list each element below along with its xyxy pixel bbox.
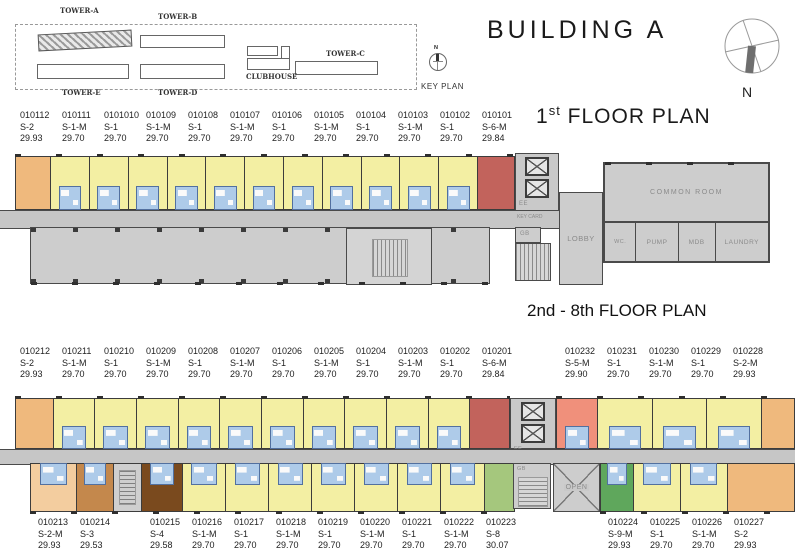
unit-block [30, 463, 77, 512]
unit-type: S-1 [188, 357, 203, 368]
floor2-top-right-labels [565, 346, 775, 381]
unit-id: 010112 [20, 110, 50, 120]
unit-id: 010222 [444, 517, 475, 527]
key-plan-caption: KEY PLAN [421, 82, 464, 91]
unit-type: S-1 [272, 121, 287, 132]
unit-area: 29.70 [272, 369, 295, 379]
unit-type: S-1 [356, 357, 371, 368]
floor2-bottom-row-right [600, 463, 795, 512]
unit-type: S-1-M [398, 121, 423, 132]
unit-block [361, 156, 401, 210]
unit-id: 010101 [482, 110, 513, 120]
unit-id: 010206 [272, 346, 303, 356]
unit-area: 29.70 [440, 369, 463, 379]
unit-area: 29.70 [440, 133, 463, 143]
unit-area: 29.70 [356, 369, 379, 379]
unit-label [230, 110, 272, 145]
unit-block [128, 156, 168, 210]
stairs-icon [518, 477, 548, 507]
unit-id: 010229 [691, 346, 722, 356]
elevator-icon [521, 402, 545, 421]
unit-id: 010219 [318, 517, 349, 527]
key-plan-north-label: N [434, 45, 438, 51]
unit-label [482, 346, 524, 381]
unit-area: 29.70 [104, 369, 127, 379]
clubhouse-shape [247, 46, 278, 56]
unit-block [477, 156, 515, 210]
unit-type: S-1 [272, 357, 287, 368]
unit-block [727, 463, 795, 512]
floor2-top-left-labels [20, 346, 524, 381]
unit-type: S-1-M [230, 121, 255, 132]
unit-id: 010207 [230, 346, 261, 356]
floor2-elevator-core [510, 398, 556, 449]
clubhouse-shape [247, 58, 290, 70]
unit-area: 29.84 [482, 369, 505, 379]
unit-area: 29.70 [272, 133, 295, 143]
unit-block [344, 398, 387, 449]
unit-block [89, 156, 129, 210]
unit-label [318, 517, 360, 552]
unit-id: 010214 [80, 517, 111, 527]
gb-label: GB [517, 466, 526, 472]
unit-block [386, 398, 429, 449]
unit-area: 29.58 [150, 540, 173, 550]
unit-label [80, 517, 122, 552]
unit-type: S-1 [402, 528, 417, 539]
unit-block [244, 156, 284, 210]
tower-e-shape [37, 64, 129, 79]
tower-e-label: TOWER-E [62, 88, 101, 97]
unit-block [600, 463, 634, 512]
unit-id: 010220 [360, 517, 391, 527]
unit-type: S-1 [650, 528, 665, 539]
unit-type: S-2 [20, 357, 35, 368]
unit-label [62, 110, 104, 145]
unit-area: 29.70 [314, 133, 337, 143]
unit-label [691, 346, 733, 381]
unit-type: S-1-M [62, 357, 87, 368]
floor1-title: 1st FLOOR PLAN [536, 103, 711, 128]
mdb-room [678, 223, 715, 261]
unit-area: 29.93 [733, 369, 756, 379]
unit-type: S-2 [734, 528, 749, 539]
unit-block [484, 463, 515, 512]
unit-type: S-1 [356, 121, 371, 132]
unit-label [20, 110, 62, 145]
floor2-bottom-left-labels [38, 517, 122, 552]
unit-block [15, 156, 51, 210]
floor2-open-area [553, 463, 600, 512]
tower-d-label: TOWER-D [158, 88, 198, 97]
floor1-lower-deck [30, 227, 490, 284]
unit-type: S-1 [440, 121, 455, 132]
unit-area: 29.84 [482, 133, 505, 143]
unit-type: S-1 [607, 357, 622, 368]
unit-area: 29.93 [734, 540, 757, 550]
unit-label [398, 110, 440, 145]
wc-room [605, 223, 635, 261]
unit-block [354, 463, 398, 512]
common-room-label: COMMON ROOM [650, 189, 723, 196]
unit-label [734, 517, 776, 552]
unit-block [219, 398, 262, 449]
unit-label [649, 346, 691, 381]
unit-label [650, 517, 692, 552]
unit-area: 29.90 [565, 369, 588, 379]
unit-type: S-3 [80, 528, 95, 539]
unit-id: 010205 [314, 346, 345, 356]
unit-label [272, 346, 314, 381]
unit-area: 29.70 [691, 369, 714, 379]
unit-block [261, 398, 304, 449]
unit-area: 29.53 [80, 540, 103, 550]
tower-b-shape [140, 35, 225, 48]
unit-label [356, 110, 398, 145]
unit-area: 29.70 [398, 369, 421, 379]
unit-area: 29.70 [234, 540, 257, 550]
unit-area: 29.70 [230, 133, 253, 143]
floor1-common-room [603, 162, 770, 223]
unit-label [62, 346, 104, 381]
laundry-label: LAUNDRY [724, 238, 759, 246]
unit-type: S-2-M [733, 357, 758, 368]
tower-c-label: TOWER-C [326, 49, 365, 58]
unit-id: 010226 [692, 517, 723, 527]
unit-area: 29.70 [146, 133, 169, 143]
unit-type: S-1 [691, 357, 706, 368]
unit-block [113, 463, 142, 512]
unit-area: 29.70 [188, 133, 211, 143]
unit-type: S-5-M [565, 357, 590, 368]
key-plan-compass-icon [429, 53, 447, 71]
unit-block [761, 398, 795, 449]
unit-area: 29.93 [20, 369, 43, 379]
open-label: OPEN [565, 484, 588, 491]
floor2-bottom-right-labels [608, 517, 776, 552]
unit-type: S-1 [318, 528, 333, 539]
unit-block [268, 463, 312, 512]
unit-type: S-4 [150, 528, 165, 539]
floor1-lobby [559, 192, 603, 285]
unit-type: S-1-M [146, 357, 171, 368]
unit-id: 010202 [440, 346, 471, 356]
unit-label [692, 517, 734, 552]
floor1-service-rooms [603, 223, 770, 263]
unit-label [146, 346, 188, 381]
unit-type: S-2 [20, 121, 35, 132]
unit-area: 29.93 [38, 540, 61, 550]
unit-id: 010203 [398, 346, 429, 356]
unit-area: 29.70 [444, 540, 467, 550]
unit-area: 29.70 [104, 133, 127, 143]
unit-label [444, 517, 486, 552]
unit-type: S-1-M [692, 528, 717, 539]
unit-block [76, 463, 114, 512]
building-title: BUILDING A [487, 16, 668, 44]
unit-area: 29.70 [314, 369, 337, 379]
unit-id: 010108 [188, 110, 219, 120]
unit-block [556, 398, 598, 449]
unit-area: 29.70 [192, 540, 215, 550]
unit-id: 010218 [276, 517, 307, 527]
floor2-top-row-right [556, 398, 795, 449]
unit-id: 010102 [440, 110, 471, 120]
unit-id: 010208 [188, 346, 219, 356]
unit-area: 29.70 [188, 369, 211, 379]
unit-type: S-1-M [62, 121, 87, 132]
elevator-label: EE [519, 201, 529, 207]
unit-label [607, 346, 649, 381]
tower-c-shape [295, 61, 378, 75]
unit-label [356, 346, 398, 381]
unit-id: 010212 [20, 346, 51, 356]
unit-block [428, 398, 471, 449]
unit-block [182, 463, 226, 512]
unit-label [314, 346, 356, 381]
unit-id: 010225 [650, 517, 681, 527]
unit-block [136, 398, 179, 449]
unit-block [178, 398, 221, 449]
unit-id: 010103 [398, 110, 429, 120]
unit-type: S-1-M [192, 528, 217, 539]
unit-block [53, 398, 96, 449]
unit-id: 010216 [192, 517, 223, 527]
unit-label [360, 517, 402, 552]
unit-id: 010211 [62, 346, 92, 356]
floor1-stair-enclosure [346, 228, 432, 285]
unit-label [20, 346, 62, 381]
unit-area: 29.70 [146, 369, 169, 379]
unit-block [633, 463, 681, 512]
unit-type: S-1-M [314, 121, 339, 132]
unit-id: 010213 [38, 517, 69, 527]
unit-label [104, 110, 146, 145]
unit-label [482, 110, 524, 145]
tower-b-label: TOWER-B [158, 12, 198, 21]
unit-type: S-2-M [38, 528, 63, 539]
unit-area: 29.70 [230, 369, 253, 379]
unit-block [469, 398, 510, 449]
unit-area: 29.70 [62, 369, 85, 379]
north-label: N [742, 84, 753, 100]
unit-area: 29.70 [607, 369, 630, 379]
unit-area: 29.93 [608, 540, 631, 550]
unit-block [440, 463, 484, 512]
unit-area: 29.93 [20, 133, 43, 143]
unit-block [311, 463, 355, 512]
unit-id: 010223 [486, 517, 517, 527]
unit-id: 010228 [733, 346, 764, 356]
unit-label [192, 517, 234, 552]
unit-block [94, 398, 137, 449]
unit-block [283, 156, 323, 210]
unit-label [486, 517, 528, 552]
unit-label [440, 346, 482, 381]
unit-id: 010227 [734, 517, 765, 527]
unit-id: 010204 [356, 346, 387, 356]
unit-label [440, 110, 482, 145]
unit-block [706, 398, 762, 449]
unit-id: 010107 [230, 110, 261, 120]
floor1-elevator-core [515, 153, 559, 211]
unit-label [608, 517, 650, 552]
unit-id: 010105 [314, 110, 345, 120]
unit-id: 010232 [565, 346, 596, 356]
unit-id: 010210 [104, 346, 135, 356]
unit-id: 0101010 [104, 110, 140, 120]
unit-area: 29.70 [360, 540, 383, 550]
unit-id: 010201 [482, 346, 513, 356]
unit-label [146, 110, 188, 145]
stairs-icon [372, 239, 408, 277]
unit-area: 29.70 [398, 133, 421, 143]
unit-label [234, 517, 276, 552]
unit-type: S-1 [104, 121, 119, 132]
unit-label [150, 517, 192, 552]
floor1-gb-room [515, 227, 541, 243]
unit-type: S-9-M [608, 528, 633, 539]
unit-block [205, 156, 245, 210]
unit-type: S-6-M [482, 121, 507, 132]
unit-block [303, 398, 346, 449]
unit-id: 010106 [272, 110, 303, 120]
floor1-unit-row [15, 156, 515, 210]
unit-id: 010230 [649, 346, 680, 356]
unit-type: S-6-M [482, 357, 507, 368]
pump-label: PUMP [646, 238, 668, 246]
laundry-room [715, 223, 768, 261]
unit-area: 29.70 [402, 540, 425, 550]
pump-room [635, 223, 677, 261]
unit-block [167, 156, 207, 210]
unit-label [188, 110, 230, 145]
unit-block [399, 156, 439, 210]
elevator-icon [525, 157, 549, 176]
unit-area: 29.70 [692, 540, 715, 550]
unit-label [230, 346, 272, 381]
north-compass-icon [716, 12, 788, 84]
unit-block [15, 398, 54, 449]
unit-id: 010109 [146, 110, 177, 120]
unit-label [733, 346, 775, 381]
floor2-bottom-row-left [30, 463, 515, 512]
unit-block [652, 398, 708, 449]
floor2-title: 2nd - 8th FLOOR PLAN [527, 301, 707, 320]
unit-type: S-1-M [230, 357, 255, 368]
floor2-top-row-left [15, 398, 510, 449]
unit-id: 010209 [146, 346, 177, 356]
unit-block [438, 156, 478, 210]
unit-type: S-1 [104, 357, 119, 368]
unit-label [188, 346, 230, 381]
unit-area: 29.70 [356, 133, 379, 143]
unit-area: 29.70 [62, 133, 85, 143]
unit-label [398, 346, 440, 381]
keycard-label: KEY CARD [517, 214, 543, 220]
unit-block [50, 156, 90, 210]
tower-a-label: TOWER-A [60, 6, 99, 15]
unit-type: S-1-M [314, 357, 339, 368]
unit-area: 30.07 [486, 540, 509, 550]
floor1-unit-labels [20, 110, 524, 145]
unit-type: S-1 [188, 121, 203, 132]
unit-type: S-1 [440, 357, 455, 368]
unit-type: S-8 [486, 528, 501, 539]
unit-block [597, 398, 653, 449]
unit-label [276, 517, 318, 552]
unit-area: 29.70 [649, 369, 672, 379]
unit-id: 010231 [607, 346, 638, 356]
unit-block [397, 463, 441, 512]
unit-type: S-1-M [398, 357, 423, 368]
unit-label [104, 346, 146, 381]
unit-area: 29.70 [650, 540, 673, 550]
unit-id: 010224 [608, 517, 639, 527]
unit-type: S-1-M [360, 528, 385, 539]
lobby-label: LOBBY [567, 234, 595, 243]
unit-label [38, 517, 80, 552]
unit-id: 010104 [356, 110, 387, 120]
unit-area: 29.70 [276, 540, 299, 550]
unit-label [272, 110, 314, 145]
unit-area: 29.70 [318, 540, 341, 550]
elevator-icon [521, 424, 545, 443]
unit-block [680, 463, 728, 512]
unit-type: S-1 [234, 528, 249, 539]
unit-type: S-1-M [649, 357, 674, 368]
wc-label: WC. [614, 239, 627, 245]
unit-label [314, 110, 356, 145]
tower-d-shape [140, 64, 225, 79]
unit-type: S-1-M [444, 528, 469, 539]
unit-label [402, 517, 444, 552]
unit-block [322, 156, 362, 210]
unit-id: 010111 [62, 110, 91, 120]
unit-block [225, 463, 269, 512]
unit-type: S-1-M [146, 121, 171, 132]
unit-id: 010215 [150, 517, 181, 527]
floor1-stairs [515, 243, 551, 281]
floor2-bottom-mid-labels [150, 517, 528, 552]
unit-id: 010221 [402, 517, 433, 527]
floor2-gb-stairs [513, 463, 551, 509]
clubhouse-label: CLUBHOUSE [246, 72, 298, 81]
unit-block [141, 463, 183, 512]
unit-type: S-1-M [276, 528, 301, 539]
unit-label [565, 346, 607, 381]
unit-id: 010217 [234, 517, 265, 527]
elevator-icon [525, 179, 549, 198]
gb-label: GB [520, 231, 530, 237]
mdb-label: MDB [688, 238, 705, 246]
